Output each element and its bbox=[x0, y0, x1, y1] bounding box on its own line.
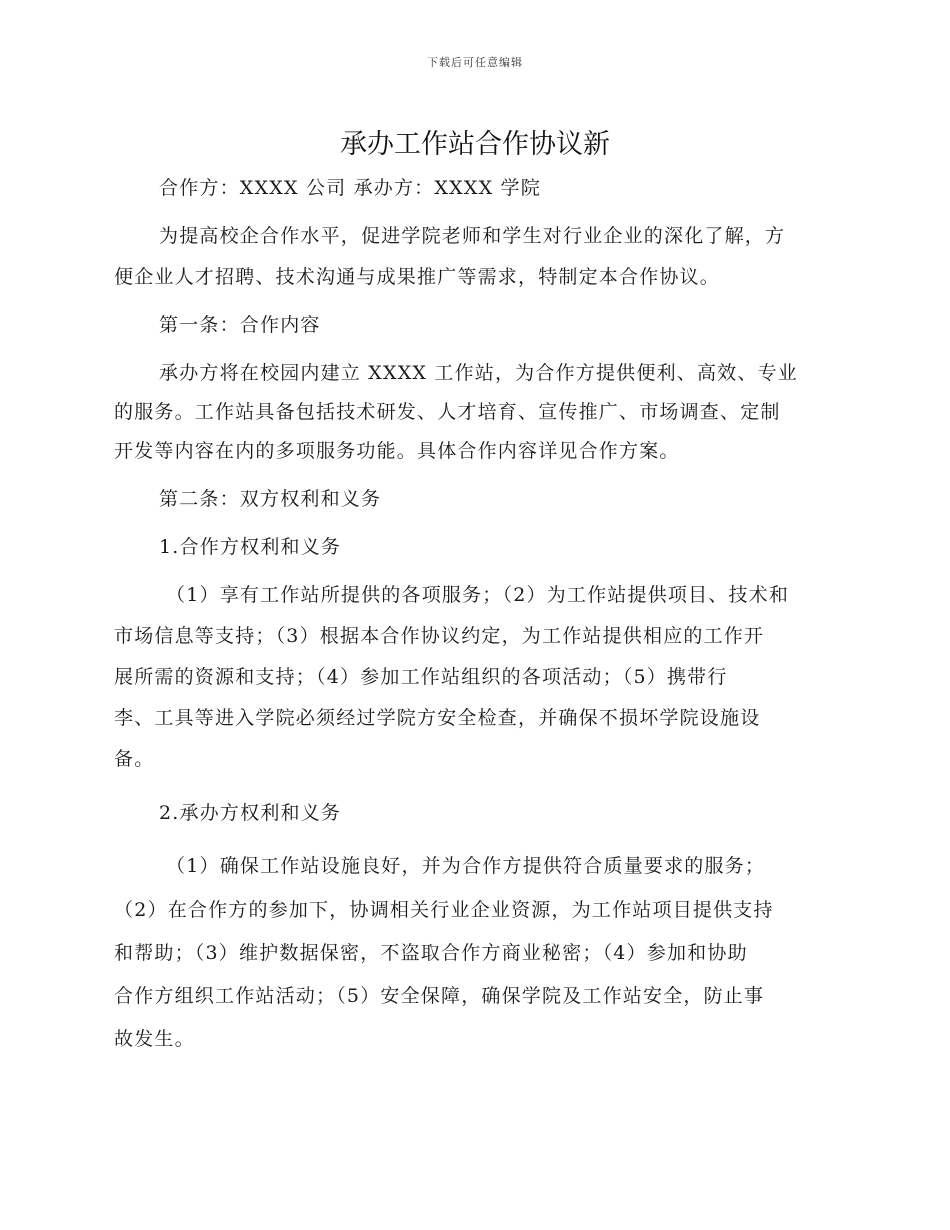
header-note: 下载后可任意编辑 bbox=[427, 56, 523, 69]
section-heading: 第一条：合作内容 bbox=[159, 314, 321, 336]
paragraph-line: 的服务。工作站具备包括技术研发、人才培育、宣传推广、市场调查、定制 bbox=[114, 401, 781, 423]
paragraph-line: 便企业人才招聘、技术沟通与成果推广等需求，特制定本合作协议。 bbox=[114, 266, 721, 288]
paragraph-line: 展所需的资源和支持；（4）参加工作站组织的各项活动；（5）携带行 bbox=[114, 666, 728, 688]
paragraph-line: 承办方将在校园内建立 XXXX 工作站，为合作方提供便利、高效、专业 bbox=[159, 362, 798, 384]
document-title: 承办工作站合作协议新 bbox=[340, 129, 610, 160]
parties-line: 合作方：XXXX 公司 承办方：XXXX 学院 bbox=[159, 177, 541, 199]
section-heading: 第二条：双方权利和义务 bbox=[159, 488, 382, 510]
paragraph-line: （1）享有工作站所提供的各项服务；（2）为工作站提供项目、技术和 bbox=[166, 584, 790, 606]
paragraph-line: （2）在合作方的参加下，协调相关行业企业资源，为工作站项目提供支持 bbox=[114, 899, 774, 921]
paragraph-line: 为提高校企合作水平，促进学院老师和学生对行业企业的深化了解，方 bbox=[159, 225, 786, 247]
paragraph-line: 故发生。 bbox=[114, 1028, 195, 1050]
document-body bbox=[114, 171, 836, 1057]
subsection-heading: 1.合作方权利和义务 bbox=[159, 536, 342, 558]
paragraph-line: 和帮助；（3）维护数据保密，不盗取合作方商业秘密；（4）参加和协助 bbox=[114, 942, 748, 964]
paragraph-line: 市场信息等支持；（3）根据本合作协议约定，为工作站提供相应的工作开 bbox=[114, 625, 765, 647]
paragraph-line: 备。 bbox=[114, 748, 155, 770]
paragraph-line: （1）确保工作站设施良好，并为合作方提供符合质量要求的服务； bbox=[166, 855, 766, 877]
subsection-heading: 2.承办方权利和义务 bbox=[159, 802, 342, 824]
paragraph-line: 合作方组织工作站活动；（5）安全保障，确保学院及工作站安全，防止事 bbox=[114, 985, 765, 1007]
paragraph-line: 李、工具等进入学院必须经过学院方安全检查，并确保不损坏学院设施设 bbox=[114, 707, 761, 729]
paragraph-line: 开发等内容在内的多项服务功能。具体合作内容详见合作方案。 bbox=[114, 440, 680, 462]
